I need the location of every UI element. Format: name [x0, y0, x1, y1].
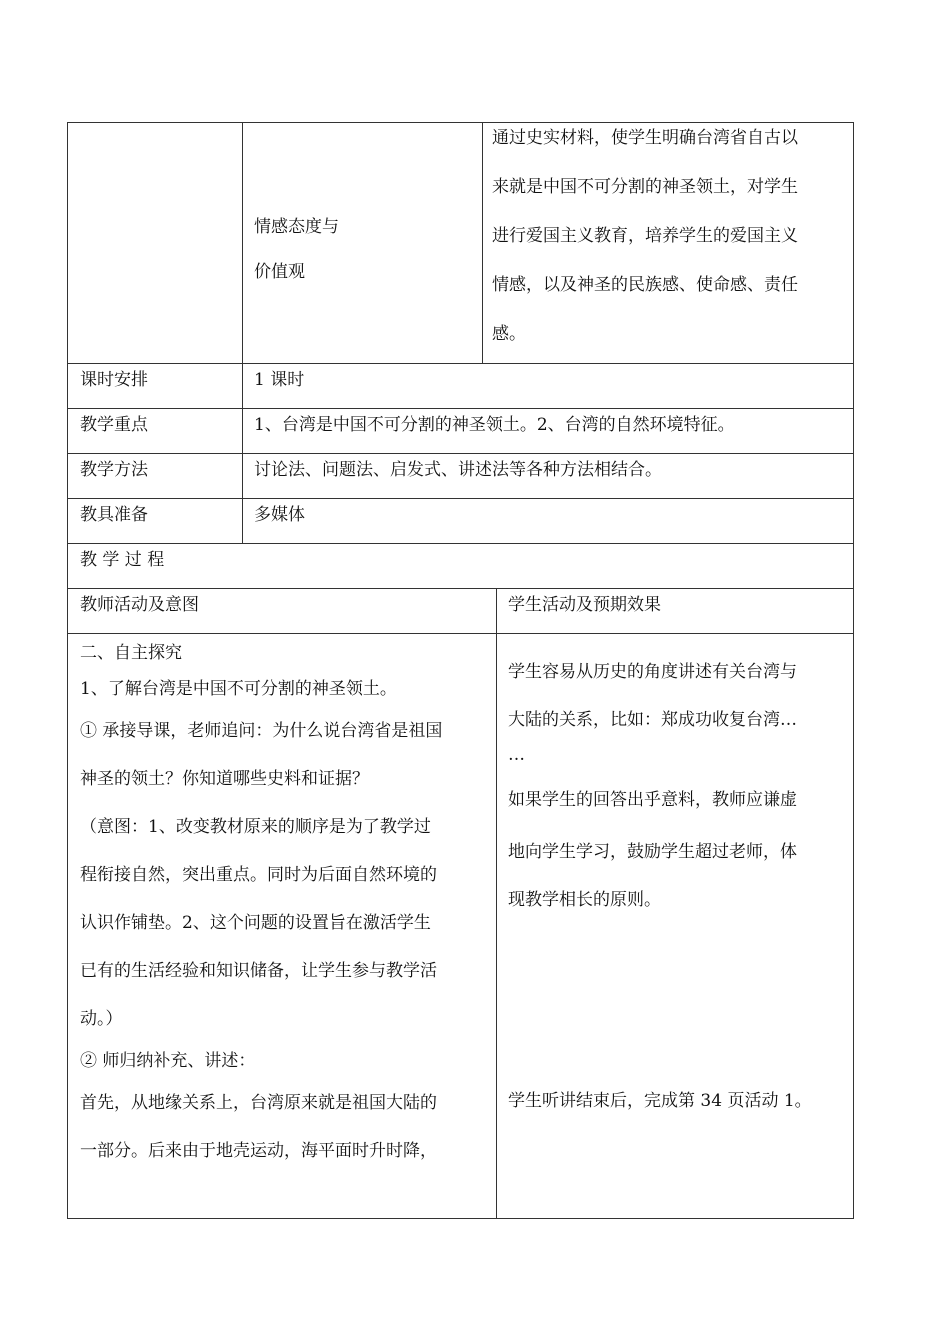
student-line: 现教学相长的原则。: [508, 890, 661, 910]
student-line: 大陆的关系，比如：郑成功收复台湾…: [508, 710, 797, 730]
goal-label: [254, 205, 339, 295]
row-divider: [67, 363, 854, 364]
column-divider: [242, 122, 243, 543]
teacher-line: 神圣的领土？你知道哪些史料和证据？: [80, 769, 369, 789]
goal-content-line: 进行爱国主义教育，培养学生的爱国主义: [492, 226, 798, 246]
goal-content-line: 情感，以及神圣的民族感、使命感、责任: [492, 275, 798, 295]
teacher-line: （意图：1、改变教材原来的顺序是为了教学过: [80, 817, 431, 837]
row-value-materials: 多媒体: [254, 505, 305, 525]
student-line: 学生容易从历史的角度讲述有关台湾与: [508, 662, 797, 682]
teacher-line: 程衔接自然，突出重点。同时为后面自然环境的: [80, 865, 437, 885]
teacher-line: ① 承接导课，老师追问：为什么说台湾省是祖国: [80, 721, 443, 741]
student-column-header: 学生活动及预期效果: [508, 595, 661, 615]
goal-content-line: 感。: [492, 324, 526, 344]
row-divider: [67, 408, 854, 409]
student-line: 地向学生学习，鼓励学生超过老师，体: [508, 842, 797, 862]
row-divider: [67, 453, 854, 454]
teacher-line: 认识作铺垫。2、这个问题的设置旨在激活学生: [80, 913, 431, 933]
teacher-line: 1、了解台湾是中国不可分割的神圣领土。: [80, 679, 397, 699]
teacher-line: 首先，从地缘关系上，台湾原来就是祖国大陆的: [80, 1093, 437, 1113]
teacher-line: 动。）: [80, 1009, 123, 1029]
row-divider: [67, 543, 854, 544]
teacher-line: 二、自主探究: [80, 643, 182, 663]
row-divider: [67, 588, 854, 589]
row-value-schedule: 1 课时: [254, 370, 305, 390]
row-divider: [67, 633, 854, 634]
teacher-activity: [80, 635, 492, 1175]
student-final-note: 学生听讲结束后，完成第 34 页活动 1。: [508, 1091, 812, 1111]
goal-content: [492, 114, 852, 359]
process-header: 教 学 过 程: [80, 550, 165, 570]
goal-content-line: 通过史实材料，使学生明确台湾省自古以: [492, 128, 798, 148]
goal-content-line: 来就是中国不可分割的神圣领土，对学生: [492, 177, 798, 197]
student-line: …: [508, 745, 525, 765]
row-divider: [67, 498, 854, 499]
teacher-column-header: 教师活动及意图: [80, 595, 199, 615]
row-value-key-points: 1、台湾是中国不可分割的神圣领土。2、台湾的自然环境特征。: [254, 415, 735, 435]
column-divider: [496, 588, 497, 1219]
teacher-line: 一部分。后来由于地壳运动，海平面时升时降，: [80, 1141, 437, 1161]
goal-label-line: 情感态度与: [254, 217, 339, 237]
row-value-methods: 讨论法、问题法、启发式、讲述法等各种方法相结合。: [254, 460, 662, 480]
teacher-line: ② 师归纳补充、讲述：: [80, 1051, 256, 1071]
row-label-methods: 教学方法: [80, 460, 148, 480]
column-divider: [482, 122, 483, 363]
row-label-schedule: 课时安排: [80, 370, 148, 390]
row-label-materials: 教具准备: [80, 505, 148, 525]
student-line: 如果学生的回答出乎意料，教师应谦虚: [508, 790, 797, 810]
goal-label-line: 价值观: [254, 262, 305, 282]
row-label-key-points: 教学重点: [80, 415, 148, 435]
student-activity: [508, 648, 850, 924]
teacher-line: 已有的生活经验和知识储备，让学生参与教学活: [80, 961, 437, 981]
